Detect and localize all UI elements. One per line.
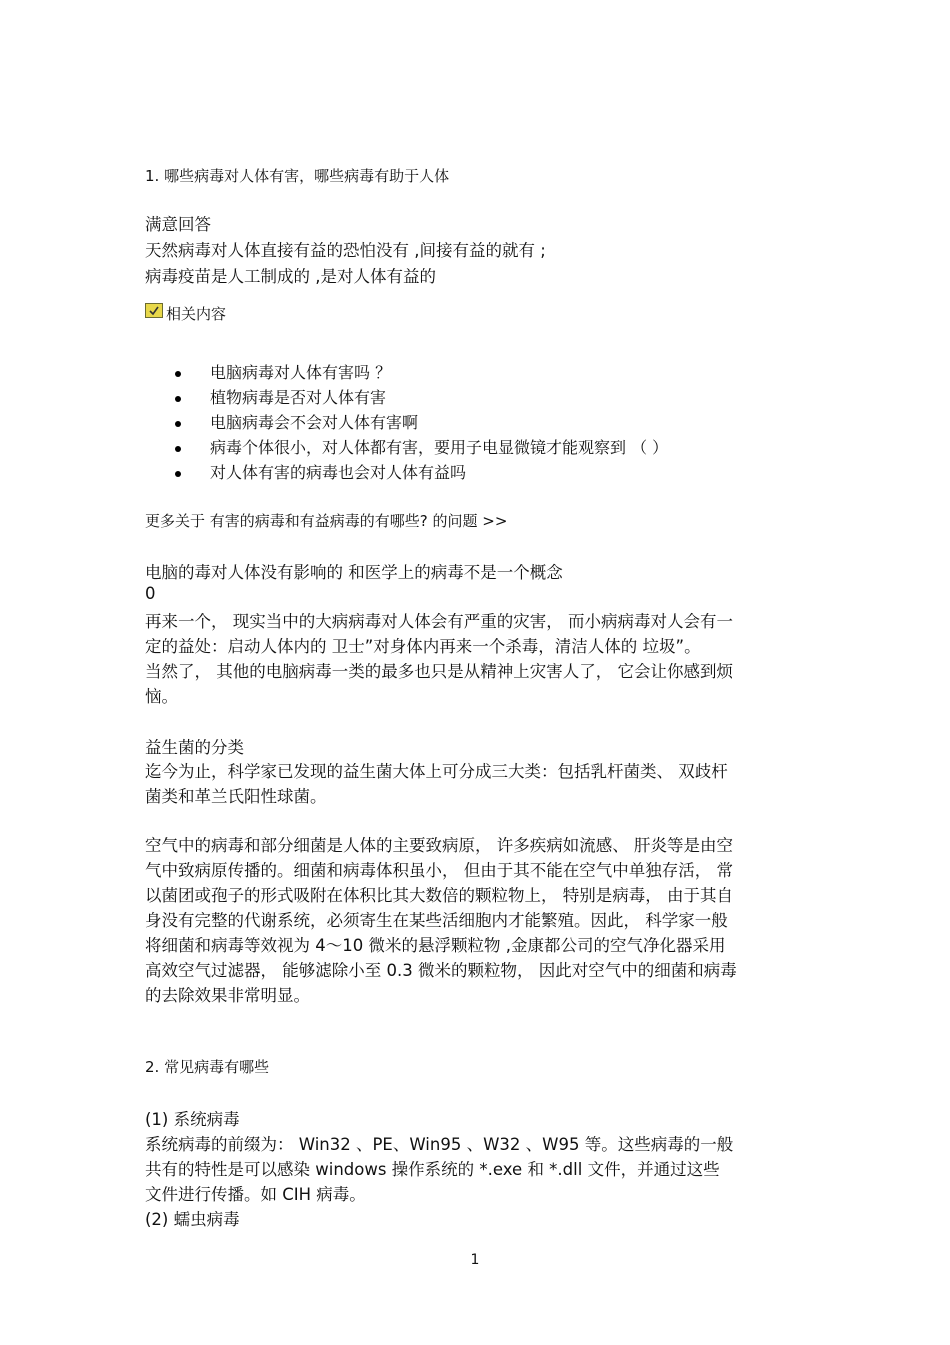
related-item-label[interactable]: 病毒个体很小，对人体都有害，要用子电显微镜才能观察到 （ ）	[210, 438, 669, 457]
paragraph-line: 以菌团或孢子的形式吸附在体积比其大数倍的颗粒物上， 特别是病毒， 由于其自	[145, 886, 733, 905]
paragraph-line: 迄今为止，科学家已发现的益生菌大体上可分成三大类：包括乳杆菌类、 双歧杆	[145, 762, 728, 781]
paragraph-line: 恼。	[145, 687, 178, 706]
answer-line: 病毒疫苗是人工制成的 ,是对人体有益的	[145, 267, 436, 286]
paragraph-line: 文件进行传播。如 CIH 病毒。	[145, 1185, 366, 1204]
paragraph-line: (2) 蠕虫病毒	[145, 1210, 240, 1229]
answer-line: 天然病毒对人体直接有益的恐怕没有 ,间接有益的就有 ;	[145, 241, 546, 260]
question-1-title: 1. 哪些病毒对人体有害，哪些病毒有助于人体	[145, 167, 450, 185]
list-item[interactable]	[170, 435, 668, 460]
bullet-icon	[175, 421, 181, 427]
paragraph-line: 系统病毒的前缀为： Win32 、PE、Win95 、W32 、W95 等。这些病毒的一般	[145, 1135, 734, 1154]
bullet-icon	[175, 471, 181, 477]
related-item-label[interactable]: 电脑病毒对人体有害吗 ？	[210, 363, 392, 382]
related-list	[170, 360, 668, 485]
paragraph-line: 再来一个， 现实当中的大病病毒对人体会有严重的灾害， 而小病病毒对人会有一	[145, 612, 733, 631]
related-label: 相关内容	[166, 305, 227, 323]
paragraph-line: 定的益处：启动人体内的 卫士”对身体内再来一个杀毒，清洁人体的 垃圾”。	[145, 637, 701, 656]
bullet-icon	[175, 371, 181, 377]
list-item[interactable]	[170, 360, 668, 385]
paragraph-line: 当然了， 其他的电脑病毒一类的最多也只是从精神上灾害人了， 它会让你感到烦	[145, 662, 733, 681]
related-item-label[interactable]: 植物病毒是否对人体有害	[210, 388, 387, 407]
related-item-label[interactable]: 对人体有害的病毒也会对人体有益吗	[210, 463, 467, 482]
paragraph-line: 0	[145, 584, 156, 603]
list-item[interactable]	[170, 385, 668, 410]
answer-label: 满意回答	[145, 215, 211, 234]
more-questions-link[interactable]: 更多关于 有害的病毒和有益病毒的有哪些? 的问题 >>	[145, 512, 508, 530]
page-number: 1	[470, 1252, 480, 1268]
paragraph-line: 将细菌和病毒等效视为 4～10 微米的悬浮颗粒物 ,金康都公司的空气净化器采用	[145, 936, 726, 955]
list-item[interactable]	[170, 460, 668, 485]
list-item[interactable]	[170, 410, 668, 435]
paragraph-line: 高效空气过滤器， 能够滤除小至 0.3 微米的颗粒物， 因此对空气中的细菌和病毒	[145, 961, 737, 980]
question-2-title: 2. 常见病毒有哪些	[145, 1058, 270, 1076]
bullet-icon	[175, 396, 181, 402]
paragraph-line: 空气中的病毒和部分细菌是人体的主要致病原， 许多疾病如流感、 肝炎等是由空	[145, 836, 733, 855]
related-item-label[interactable]: 电脑病毒会不会对人体有害啊	[210, 413, 419, 432]
paragraph-line: 气中致病原传播的。细菌和病毒体积虽小， 但由于其不能在空气中单独存活， 常	[145, 861, 733, 880]
paragraph-line: 身没有完整的代谢系统，必须寄生在某些活细胞内才能繁殖。因此， 科学家一般	[145, 911, 728, 930]
link-icon	[145, 303, 163, 318]
paragraph-line: (1) 系统病毒	[145, 1110, 240, 1129]
paragraph-line: 菌类和革兰氏阳性球菌。	[145, 787, 327, 806]
paragraph-line: 共有的特性是可以感染 windows 操作系统的 *.exe 和 *.dll 文件，并通过这些	[145, 1160, 720, 1179]
bullet-icon	[175, 446, 181, 452]
paragraph-line: 的去除效果非常明显。	[145, 986, 310, 1005]
paragraph-line: 益生菌的分类	[145, 738, 244, 757]
paragraph-line: 电脑的毒对人体没有影响的 和医学上的病毒不是一个概念	[145, 563, 563, 582]
